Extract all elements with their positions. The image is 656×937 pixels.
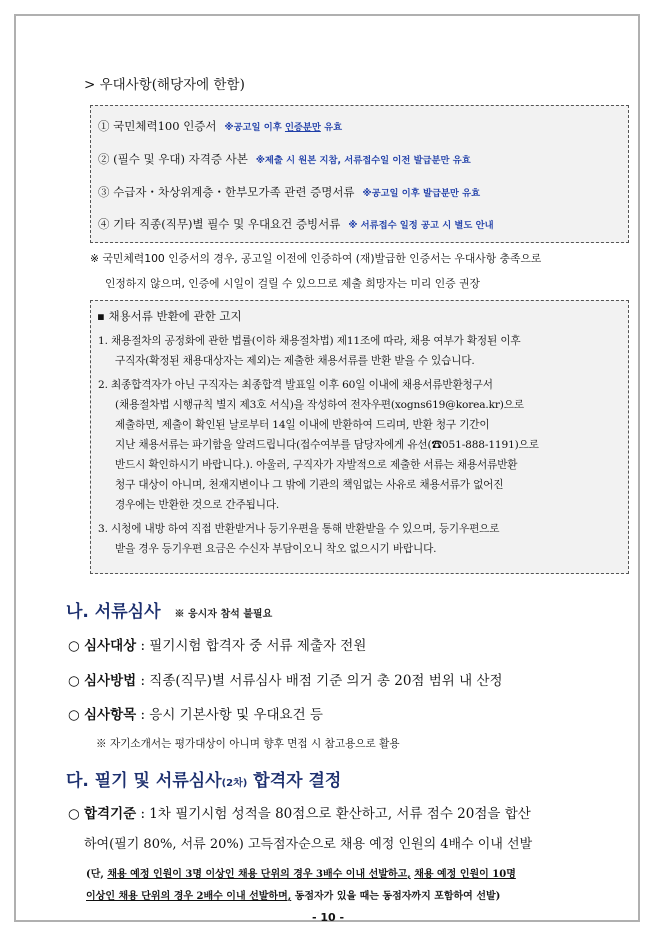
return-notice-line: 제출하면, 제출이 확인된 날로부터 14일 이내에 반환하여 드리며, 반환 청구 기간이 — [115, 419, 490, 431]
preference-item-label: ④ 기타 직종(직무)별 필수 및 우대요건 증빙서류 — [98, 217, 341, 231]
bullet-key: 심사방법 — [84, 673, 137, 689]
return-notice-line: 받을 경우 등기우편 요금은 수신자 부담이오니 착오 없으시기 바랍니다. — [115, 543, 437, 555]
pass-criteria — [68, 802, 531, 822]
pass-criteria-line2: 하여(필기 80%, 서류 20%) 고득점자순으로 채용 예정 인원의 4배수 이내 선발 — [84, 837, 533, 852]
return-notice-line: 1. 채용절차의 공정화에 관한 법률(이하 채용절차법) 제11조에 따라, 채용 여부가 확정된 이후 — [98, 335, 521, 347]
preference-item-note: ※제출 시 원본 지참, 서류접수일 이전 발급분만 유효 — [255, 155, 471, 166]
bullet-text: : 1차 필기시험 성적을 80점으로 환산하고, 서류 점수 20점을 합산 — [136, 806, 531, 822]
certificate-note-line2: 인정하지 않으며, 인증에 시일이 걸릴 수 있으므로 제출 희망자는 미리 인증 권장 — [105, 277, 480, 290]
section-da-heading — [66, 766, 341, 791]
self-intro-note: ※ 자기소개서는 평가대상이 아니며 향후 면접 시 참고용으로 활용 — [96, 738, 400, 750]
preference-item-2 — [98, 151, 471, 167]
preference-item-note: ※ 서류접수 일정 공고 시 별도 안내 — [348, 220, 494, 231]
return-notice-line: 반드시 확인하시기 바랍니다.). 아울러, 구직자가 자발적으로 제출한 서류는 채용서류반환 — [115, 459, 518, 471]
preference-item-label: ① 국민체력100 인증서 — [98, 119, 217, 133]
bullet-text: : 응시 기본사항 및 우대요건 등 — [136, 707, 323, 723]
return-notice-line: 구직자(확정된 채용대상자는 제외)는 제출한 채용서류를 반환 받을 수 있습니다. — [115, 355, 475, 367]
review-method — [68, 669, 503, 689]
circle-bullet-icon: ○ — [68, 638, 80, 654]
section-na-note: ※ 응시자 참석 불필요 — [174, 609, 273, 620]
pass-criteria-note-line1: (단, 채용 예정 인원이 3명 이상인 채용 단위의 경우 3배수 이내 선발하고, 채용 예정 인원이 10명 — [86, 869, 516, 880]
return-notice-line: 지난 채용서류는 파기함을 알려드립니다(접수여부를 담당자에게 유선(☎051-888-1191)으로 — [115, 439, 539, 451]
bullet-text: : 필기시험 합격자 중 서류 제출자 전원 — [136, 638, 367, 654]
review-items — [68, 703, 323, 723]
preference-item-label: ③ 수급자・차상위계층・한부모가족 관련 증명서류 — [98, 185, 355, 199]
circle-bullet-icon: ○ — [68, 806, 80, 822]
circle-bullet-icon: ○ — [68, 673, 80, 689]
section-na-title: 나. 서류심사 — [66, 602, 161, 622]
bullet-text: : 직종(직무)별 서류심사 배점 기준 의거 총 20점 범위 내 산정 — [136, 673, 503, 689]
preference-item-label: ② (필수 및 우대) 자격증 사본 — [98, 152, 248, 166]
page-number: - 10 - — [311, 911, 345, 924]
return-notice-line: 청구 대상이 아니며, 천재지변이나 그 밖에 기관의 책임없는 사유로 채용서류가 없어진 — [115, 479, 504, 491]
return-notice-line: (채용절차법 시행규칙 별지 제3호 서식)을 작성하여 전자우편(xogns619@korea.kr)으로 — [115, 399, 524, 411]
return-notice-line: 경우에는 반환한 것으로 간주됩니다. — [115, 499, 280, 511]
preference-item-4 — [98, 216, 494, 232]
return-notice-line: 3. 시청에 내방 하여 직접 반환받거나 등기우편을 통해 반환받을 수 있으며, 등기우편으로 — [98, 523, 500, 535]
review-target — [68, 634, 366, 654]
section-na-heading — [66, 597, 272, 622]
preference-item-note: ※공고일 이후 발급분만 유효 — [362, 188, 481, 199]
preference-title: > 우대사항(해당자에 한함) — [84, 77, 245, 93]
return-notice-title: ▪ 채용서류 반환에 관한 고지 — [97, 309, 242, 323]
certificate-note-line1: ※ 국민체력100 인증서의 경우, 공고일 이전에 인증하여 (재)발급한 인증서는 우대사항 충족으로 — [90, 252, 542, 265]
preference-item-3 — [98, 184, 480, 200]
return-notice-line: 2. 최종합격자가 아닌 구직자는 최종합격 발표일 이후 60일 이내에 채용서류반환청구서 — [98, 379, 493, 391]
circle-bullet-icon: ○ — [68, 707, 80, 723]
bullet-key: 심사항목 — [84, 707, 137, 723]
section-da-title: 다. 필기 및 서류심사(2차) 합격자 결정 — [66, 771, 342, 791]
bullet-key: 합격기준 — [84, 806, 137, 822]
preference-item-note: ※공고일 이후 인증분만 유효 — [224, 122, 343, 133]
preference-item-1 — [98, 118, 342, 134]
bullet-key: 심사대상 — [84, 638, 137, 654]
pass-criteria-note-line2: 이상인 채용 단위의 경우 2배수 이내 선발하며, 동점자가 있을 때는 동점자까지 포함하여 선발) — [86, 891, 501, 902]
